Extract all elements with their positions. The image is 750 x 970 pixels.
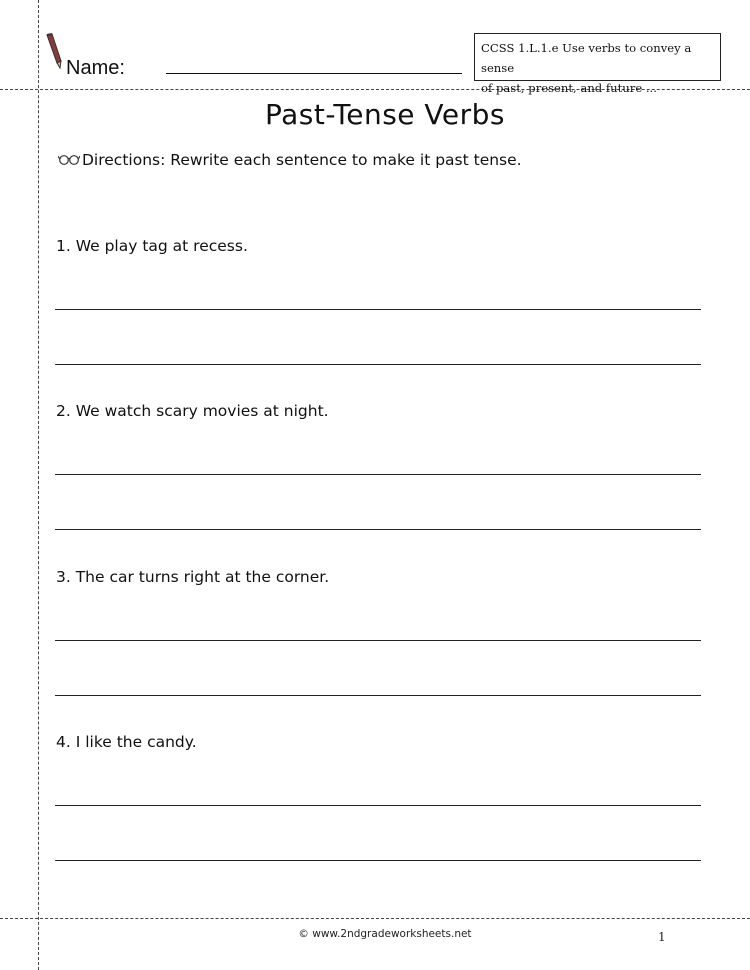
page-number: 1 <box>658 930 666 944</box>
question-3: 3. The car turns right at the corner. <box>56 568 330 586</box>
question-1: 1. We play tag at recess. <box>56 237 248 255</box>
name-answer-line[interactable] <box>166 73 462 74</box>
answer-line[interactable] <box>55 695 701 696</box>
answer-line[interactable] <box>55 474 701 475</box>
directions <box>58 151 522 169</box>
footer-url: © www.2ndgradeworksheets.net <box>298 928 472 940</box>
answer-line[interactable] <box>55 529 701 530</box>
margin-dashed-line <box>38 0 39 970</box>
standards-line-1: CCSS 1.L.1.e Use verbs to convey a sense <box>481 41 692 75</box>
name-label: Name: <box>66 57 125 79</box>
glasses-icon <box>58 154 80 166</box>
answer-line[interactable] <box>55 860 701 861</box>
question-2: 2. We watch scary movies at night. <box>56 402 329 420</box>
standards-line-2: of past, present, and future ... <box>481 81 657 95</box>
pencil-icon <box>44 33 64 71</box>
standards-box <box>474 33 721 95</box>
question-4: 4. I like the candy. <box>56 733 197 751</box>
answer-line[interactable] <box>55 805 701 806</box>
answer-line[interactable] <box>55 640 701 641</box>
directions-text: Directions: Rewrite each sentence to make it past tense. <box>82 151 522 169</box>
page-title: Past-Tense Verbs <box>265 98 505 131</box>
answer-line[interactable] <box>55 364 701 365</box>
footer-dashed-line <box>0 918 750 919</box>
answer-line[interactable] <box>55 309 701 310</box>
